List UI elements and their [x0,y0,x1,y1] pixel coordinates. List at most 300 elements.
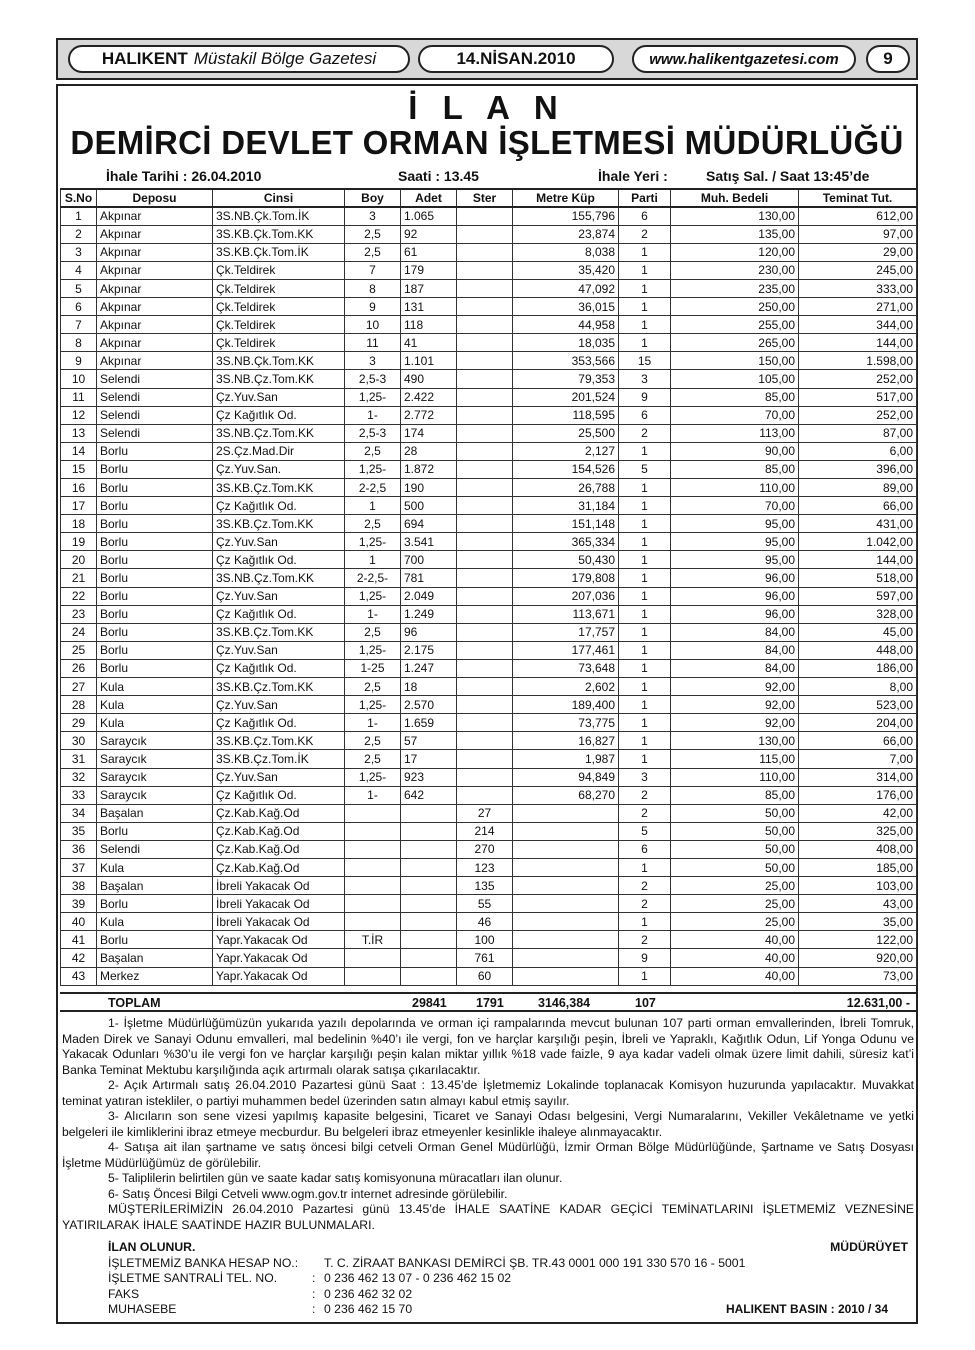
cell-deposit: 517,00 [799,388,917,406]
cell-count: 694 [401,515,457,533]
cell-ster: 60 [457,967,513,985]
table-row [61,334,917,352]
cell-ster [457,533,513,551]
cell-length: T.İR [345,931,401,949]
cell-ster [457,569,513,587]
cell-ster [457,352,513,370]
cell-sno: 14 [61,442,97,460]
cell-sno: 16 [61,479,97,497]
condition-paragraph: 2- Açık Artırmalı satış 26.04.2010 Pazartesi günü Saat : 13.45’de İşletmemiz Lokalinde toplanacak Komisyon huzurunda yapılacaktır. Muvakkat teminat yatıran istekliler, o partiyi muhammen bedel üzerinden satın almayı kabul etmiş sayılır. [62,1078,914,1108]
cell-sno: 19 [61,533,97,551]
cell-volume: 1,987 [513,750,619,768]
cell-deposit: 186,00 [799,659,917,677]
contact-row [108,1287,908,1303]
cell-lot: 6 [619,406,671,424]
cell-price: 25,00 [671,877,799,895]
table-row [61,605,917,623]
cell-volume: 36,015 [513,298,619,316]
cell-volume: 50,430 [513,551,619,569]
cell-length: 2,5-3 [345,424,401,442]
cell-deposit: 612,00 [799,207,917,225]
cell-lot: 1 [619,243,671,261]
cell-price: 96,00 [671,569,799,587]
table-row [61,804,917,822]
cell-depot: Borlu [97,641,213,659]
cell-depot: Saraycık [97,768,213,786]
cell-count: 2.422 [401,388,457,406]
cell-volume: 189,400 [513,696,619,714]
contact-colon: : [312,1271,316,1285]
cell-lot: 1 [619,641,671,659]
cell-ster [457,207,513,225]
cell-count [401,877,457,895]
cell-length: 2,5 [345,750,401,768]
cell-count: 700 [401,551,457,569]
cell-sno: 9 [61,352,97,370]
table-row [61,623,917,641]
cell-depot: Selendi [97,424,213,442]
cell-depot: Başalan [97,804,213,822]
header-cell: Adet [401,189,457,207]
cell-sno: 8 [61,334,97,352]
cell-count: 1.872 [401,460,457,478]
cell-deposit: 8,00 [799,678,917,696]
totals-metre-kup: 3146,384 [538,996,591,1010]
header-cell: Ster [457,189,513,207]
cell-depot: Kula [97,913,213,931]
table-row [61,352,917,370]
cell-ster [457,406,513,424]
cell-ster [457,659,513,677]
cell-type: Çk.Teldirek [213,279,345,297]
cell-sno: 20 [61,551,97,569]
cell-depot: Selendi [97,840,213,858]
cell-count: 1.659 [401,714,457,732]
notice-title: İ L A N [408,89,566,126]
cell-lot: 2 [619,225,671,243]
cell-volume: 44,958 [513,316,619,334]
cell-depot: Borlu [97,569,213,587]
cell-volume [513,913,619,931]
cell-type: 3S.NB.Çz.Tom.KK [213,569,345,587]
cell-length: 1,25- [345,460,401,478]
contact-row [108,1256,908,1272]
cell-type: Çz.Yuv.San [213,587,345,605]
cell-count: 781 [401,569,457,587]
cell-count: 187 [401,279,457,297]
cell-volume: 31,184 [513,497,619,515]
cell-depot: Borlu [97,497,213,515]
cell-ster: 123 [457,858,513,876]
cell-ster: 214 [457,822,513,840]
contact-block [108,1240,908,1318]
table-row [61,424,917,442]
cell-count: 18 [401,678,457,696]
cell-length [345,895,401,913]
table-row [61,967,917,985]
cell-volume: 73,648 [513,659,619,677]
cell-count [401,913,457,931]
table-row [61,261,917,279]
cell-length: 2-2,5- [345,569,401,587]
cell-type: Çz.Yuv.San [213,641,345,659]
cell-count: 28 [401,442,457,460]
cell-sno: 27 [61,678,97,696]
cell-price: 255,00 [671,316,799,334]
table-row [61,298,917,316]
cell-length: 1- [345,605,401,623]
table-row [61,840,917,858]
cell-volume: 207,036 [513,587,619,605]
cell-ster [457,678,513,696]
cell-deposit: 7,00 [799,750,917,768]
cell-deposit: 73,00 [799,967,917,985]
cell-volume: 16,827 [513,732,619,750]
table-row [61,732,917,750]
table-body [61,207,917,985]
cell-ster: 135 [457,877,513,895]
cell-price: 95,00 [671,515,799,533]
cell-type: 3S.KB.Çk.Tom.İK [213,243,345,261]
cell-ster [457,623,513,641]
cell-lot: 1 [619,261,671,279]
table-row [61,406,917,424]
tender-place: Satış Sal. / Saat 13:45’de [706,168,870,184]
cell-type: Çz Kağıtlık Od. [213,551,345,569]
cell-lot: 1 [619,479,671,497]
cell-ster [457,298,513,316]
cell-ster [457,750,513,768]
cell-price: 120,00 [671,243,799,261]
cell-depot: Başalan [97,949,213,967]
cell-price: 90,00 [671,442,799,460]
signature-directorate: MÜDÜRÜYET [830,1240,908,1254]
cell-count [401,858,457,876]
cell-price: 25,00 [671,913,799,931]
table-row [61,822,917,840]
header-cell: S.No [61,189,97,207]
totals-adet: 29841 [412,996,447,1010]
cell-price: 135,00 [671,225,799,243]
contact-value: 0 236 462 15 70 [324,1302,413,1316]
cell-ster [457,225,513,243]
header-cell: Boy [345,189,401,207]
cell-sno: 25 [61,641,97,659]
cell-type: Çz.Yuv.San. [213,460,345,478]
table-row [61,895,917,913]
cell-sno: 24 [61,623,97,641]
cell-ster [457,768,513,786]
cell-length: 1 [345,497,401,515]
cell-type: Çz Kağıtlık Od. [213,714,345,732]
cell-count: 118 [401,316,457,334]
cell-length: 8 [345,279,401,297]
cell-depot: Merkez [97,967,213,985]
cell-sno: 1 [61,207,97,225]
header-cell: Parti [619,189,671,207]
table-row [61,460,917,478]
cell-deposit: 518,00 [799,569,917,587]
cell-length: 1- [345,786,401,804]
cell-volume: 17,757 [513,623,619,641]
cell-count [401,931,457,949]
totals-label: TOPLAM [108,996,161,1010]
cell-volume: 154,526 [513,460,619,478]
cell-sno: 37 [61,858,97,876]
cell-deposit: 920,00 [799,949,917,967]
cell-type: 3S.KB.Çz.Tom.KK [213,479,345,497]
cell-sno: 12 [61,406,97,424]
cell-length [345,949,401,967]
cell-length: 1,25- [345,696,401,714]
cell-sno: 31 [61,750,97,768]
cell-lot: 1 [619,678,671,696]
cell-length [345,840,401,858]
cell-ster [457,605,513,623]
cell-length [345,913,401,931]
cell-sno: 6 [61,298,97,316]
cell-volume: 177,461 [513,641,619,659]
cell-count: 2.772 [401,406,457,424]
cell-price: 265,00 [671,334,799,352]
cell-price: 230,00 [671,261,799,279]
cell-deposit: 35,00 [799,913,917,931]
contact-row [108,1271,908,1287]
cell-price: 115,00 [671,750,799,768]
cell-lot: 2 [619,424,671,442]
contact-label: İŞLETME SANTRALİ TEL. NO. [108,1271,278,1285]
cell-depot: Borlu [97,587,213,605]
cell-sno: 28 [61,696,97,714]
website-link[interactable]: www.halikentgazetesi.com [632,45,856,73]
cell-sno: 42 [61,949,97,967]
cell-deposit: 252,00 [799,406,917,424]
cell-depot: Saraycık [97,750,213,768]
cell-price: 85,00 [671,786,799,804]
cell-depot: Akpınar [97,316,213,334]
cell-price: 84,00 [671,641,799,659]
cell-ster [457,243,513,261]
cell-price: 105,00 [671,370,799,388]
cell-type: Çz Kağıtlık Od. [213,406,345,424]
table-row [61,207,917,225]
cell-price: 50,00 [671,840,799,858]
cell-lot: 3 [619,370,671,388]
cell-depot: Selendi [97,370,213,388]
cell-type: 3S.KB.Çz.Tom.KK [213,515,345,533]
cell-ster: 100 [457,931,513,949]
table-header-row [61,189,917,207]
cell-deposit: 1.042,00 [799,533,917,551]
table-row [61,931,917,949]
newspaper-name [68,45,410,73]
cell-deposit: 204,00 [799,714,917,732]
table-row [61,279,917,297]
cell-ster [457,497,513,515]
cell-lot: 2 [619,931,671,949]
table-row [61,696,917,714]
cell-deposit: 325,00 [799,822,917,840]
cell-lot: 1 [619,298,671,316]
cell-volume: 18,035 [513,334,619,352]
cell-depot: Borlu [97,659,213,677]
totals-ster: 1791 [476,996,504,1010]
closing-row [108,1240,908,1256]
cell-length: 1 [345,551,401,569]
cell-depot: Akpınar [97,243,213,261]
cell-length: 7 [345,261,401,279]
cell-sno: 18 [61,515,97,533]
table-row [61,786,917,804]
cell-length: 1,25- [345,641,401,659]
cell-count: 3.541 [401,533,457,551]
cell-lot: 3 [619,768,671,786]
cell-lot: 6 [619,207,671,225]
cell-ster: 46 [457,913,513,931]
cell-ster [457,370,513,388]
cell-length: 2-2,5 [345,479,401,497]
cell-volume: 179,808 [513,569,619,587]
cell-ster [457,786,513,804]
cell-type: 3S.KB.Çz.Tom.KK [213,732,345,750]
cell-sno: 21 [61,569,97,587]
page-number: 9 [866,45,910,73]
cell-ster [457,316,513,334]
cell-volume: 118,595 [513,406,619,424]
cell-count [401,804,457,822]
cell-sno: 13 [61,424,97,442]
cell-price: 40,00 [671,967,799,985]
cell-ster [457,479,513,497]
cell-type: 3S.NB.Çk.Tom.İK [213,207,345,225]
cell-ster [457,279,513,297]
cell-depot: Borlu [97,479,213,497]
cell-ster [457,587,513,605]
cell-deposit: 597,00 [799,587,917,605]
cell-ster [457,641,513,659]
cell-count: 490 [401,370,457,388]
cell-volume [513,895,619,913]
cell-ster [457,714,513,732]
cell-sno: 30 [61,732,97,750]
cell-volume: 155,796 [513,207,619,225]
cell-lot: 1 [619,858,671,876]
cell-depot: Kula [97,714,213,732]
cell-sno: 33 [61,786,97,804]
cell-count: 1.101 [401,352,457,370]
cell-lot: 15 [619,352,671,370]
cell-deposit: 42,00 [799,804,917,822]
cell-deposit: 87,00 [799,424,917,442]
cell-volume: 94,849 [513,768,619,786]
cell-price: 92,00 [671,714,799,732]
cell-type: 3S.KB.Çk.Tom.KK [213,225,345,243]
cell-count: 2.049 [401,587,457,605]
cell-price: 113,00 [671,424,799,442]
cell-volume: 68,270 [513,786,619,804]
cell-price: 85,00 [671,388,799,406]
cell-type: Çz.Yuv.San [213,388,345,406]
cell-volume: 26,788 [513,479,619,497]
cell-volume: 113,671 [513,605,619,623]
conditions-text [62,1016,914,1233]
cell-type: Çz.Kab.Kağ.Od [213,804,345,822]
cell-count: 61 [401,243,457,261]
cell-ster [457,442,513,460]
cell-deposit: 344,00 [799,316,917,334]
cell-volume: 23,874 [513,225,619,243]
cell-type: Çz Kağıtlık Od. [213,497,345,515]
cell-volume [513,840,619,858]
notice-frame [56,84,918,1324]
cell-ster [457,261,513,279]
cell-price: 84,00 [671,623,799,641]
table-row [61,243,917,261]
cell-type: Çz Kağıtlık Od. [213,605,345,623]
table-row [61,479,917,497]
cell-price: 92,00 [671,678,799,696]
cell-deposit: 271,00 [799,298,917,316]
cell-count: 1.065 [401,207,457,225]
condition-paragraph: 5- Taliplilerin belirtilen gün ve saate kadar satış komisyonuna müracatları ilan olunur. [108,1171,563,1185]
cell-type: Çk.Teldirek [213,316,345,334]
cell-depot: Akpınar [97,207,213,225]
contact-value: T. C. ZİRAAT BANKASI DEMİRCİ ŞB. TR.43 0001 000 191 330 570 16 - 5001 [324,1255,746,1270]
contact-value: 0 236 462 32 02 [324,1286,413,1301]
lots-table [60,188,917,986]
contact-colon: : [312,1302,316,1316]
cell-volume [513,858,619,876]
cell-count: 17 [401,750,457,768]
cell-ster [457,732,513,750]
cell-deposit: 396,00 [799,460,917,478]
table-row [61,678,917,696]
cell-lot: 1 [619,696,671,714]
cell-type: İbreli Yakacak Od [213,877,345,895]
cell-type: Yapr.Yakacak Od [213,949,345,967]
cell-deposit: 176,00 [799,786,917,804]
cell-ster: 27 [457,804,513,822]
tender-time: Saati : 13.45 [398,168,479,184]
cell-sno: 7 [61,316,97,334]
cell-lot: 1 [619,587,671,605]
cell-sno: 32 [61,768,97,786]
condition-paragraph: MÜŞTERİLERİMİZİN 26.04.2010 Pazartesi günü 13.45’de İHALE SAATİNE KADAR GEÇİCİ TEMİNATLARINI İŞLETMEMİZ VEZNESİNE YATIRILARAK İHALE SAATİNDE HAZIR BULUNMALARI. [62,1202,914,1232]
cell-price: 235,00 [671,279,799,297]
cell-deposit: 448,00 [799,641,917,659]
cell-depot: Saraycık [97,732,213,750]
cell-length: 2,5 [345,442,401,460]
cell-lot: 1 [619,533,671,551]
paper-name: HALIKENT [101,49,188,68]
cell-deposit: 29,00 [799,243,917,261]
contact-colon: : [312,1286,316,1301]
cell-depot: Borlu [97,605,213,623]
cell-depot: Borlu [97,822,213,840]
contact-label: MUHASEBE [108,1302,177,1316]
condition-paragraph: 4- Satışa ait ilan şartname ve satış öncesi bilgi cetveli Orman Genel Müdürlüğü, İzmir Orman Bölge Müdürlüğünde, Şartname ve Satış Dosyası İşletme Müdürlüğümüz de görülebilir. [62,1140,914,1170]
masthead [56,38,918,80]
cell-ster [457,515,513,533]
cell-depot: Borlu [97,551,213,569]
table-row [61,569,917,587]
cell-deposit: 6,00 [799,442,917,460]
cell-volume [513,877,619,895]
cell-count: 1.247 [401,659,457,677]
cell-volume: 79,353 [513,370,619,388]
cell-lot: 1 [619,750,671,768]
cell-sno: 11 [61,388,97,406]
